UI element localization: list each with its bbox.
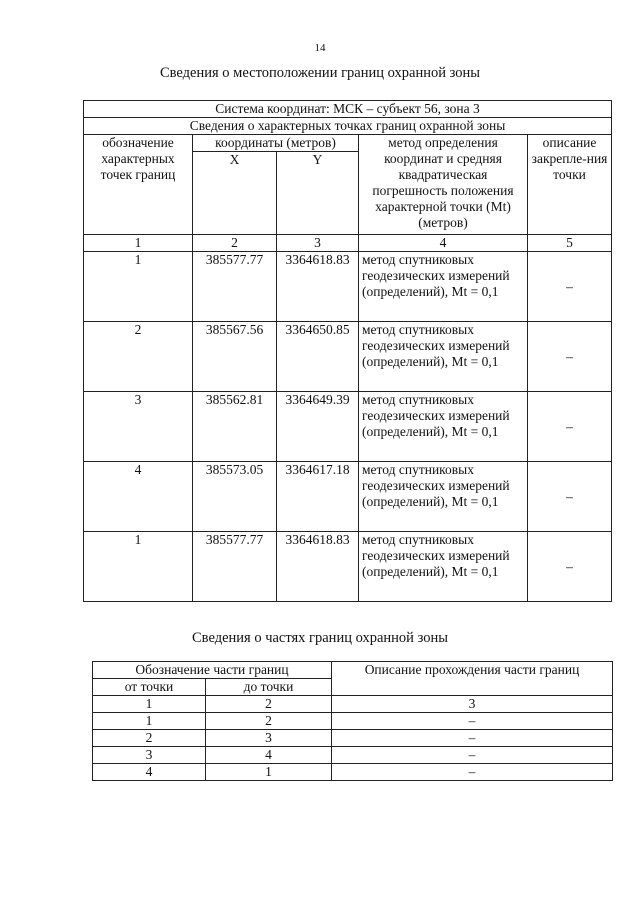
coordinate-system-row: Система координат: МСК – субъект 56, зона 3 [84, 101, 612, 118]
table-row [93, 764, 613, 781]
section-title-location: Сведения о местоположении границ охранной зоны [159, 65, 480, 81]
point-y: 3364618.83 [277, 252, 359, 322]
header-part-designation: Обозначение части границ [93, 662, 332, 679]
point-x: 385567.56 [193, 322, 277, 392]
point-id: 4 [84, 462, 193, 532]
column-number: 2 [193, 235, 277, 252]
column-number: 4 [359, 235, 528, 252]
part-description: – [332, 713, 613, 730]
boundary-parts-table [92, 661, 613, 781]
part-description: – [332, 764, 613, 781]
table-row [84, 532, 612, 602]
header-description: описание закрепле-ния точки [528, 135, 612, 235]
point-x: 385562.81 [193, 392, 277, 462]
points-info-row: Сведения о характерных точках границ охранной зоны [84, 118, 612, 135]
point-x: 385577.77 [193, 252, 277, 322]
point-id: 3 [84, 392, 193, 462]
point-x: 385577.77 [193, 532, 277, 602]
point-method: метод спутниковых геодезических измерений (определений), Mt = 0,1 [359, 322, 528, 392]
from-point: 3 [93, 747, 206, 764]
table-row [93, 713, 613, 730]
point-id: 1 [84, 252, 193, 322]
boundary-points-table [83, 100, 612, 602]
point-x: 385573.05 [193, 462, 277, 532]
header-to-point: до точки [206, 679, 332, 696]
to-point: 2 [206, 713, 332, 730]
part-description: – [332, 730, 613, 747]
table-row [93, 730, 613, 747]
header-designation: обозначение характерных точек границ [84, 135, 193, 235]
column-number: 1 [93, 696, 206, 713]
column-number: 2 [206, 696, 332, 713]
to-point: 1 [206, 764, 332, 781]
point-method: метод спутниковых геодезических измерений (определений), Mt = 0,1 [359, 392, 528, 462]
from-point: 4 [93, 764, 206, 781]
point-y: 3364618.83 [277, 532, 359, 602]
from-point: 2 [93, 730, 206, 747]
header-from-point: от точки [93, 679, 206, 696]
point-method: метод спутниковых геодезических измерений (определений), Mt = 0,1 [359, 532, 528, 602]
header-part-description: Описание прохождения части границ [332, 662, 613, 696]
to-point: 4 [206, 747, 332, 764]
point-description: – [528, 392, 612, 462]
header-coordinates: координаты (метров) [193, 135, 359, 152]
part-description: – [332, 747, 613, 764]
point-description: – [528, 322, 612, 392]
column-number: 3 [332, 696, 613, 713]
point-y: 3364649.39 [277, 392, 359, 462]
section-title-parts: Сведения о частях границ охранной зоны [192, 630, 448, 646]
table-row [84, 462, 612, 532]
column-number: 5 [528, 235, 612, 252]
point-method: метод спутниковых геодезических измерений (определений), Mt = 0,1 [359, 252, 528, 322]
point-y: 3364650.85 [277, 322, 359, 392]
point-id: 2 [84, 322, 193, 392]
header-y: Y [277, 152, 359, 235]
header-method: метод определения координат и средняя квадратическая погрешность положения характерной точки (Mt) (метров) [359, 135, 528, 235]
column-number: 1 [84, 235, 193, 252]
point-description: – [528, 532, 612, 602]
column-number: 3 [277, 235, 359, 252]
table-row [84, 322, 612, 392]
page-number: 14 [314, 42, 326, 54]
point-y: 3364617.18 [277, 462, 359, 532]
header-x: X [193, 152, 277, 235]
from-point: 1 [93, 713, 206, 730]
table-row [93, 747, 613, 764]
point-description: – [528, 252, 612, 322]
table-row [84, 392, 612, 462]
point-description: – [528, 462, 612, 532]
table-row [84, 252, 612, 322]
point-id: 1 [84, 532, 193, 602]
point-method: метод спутниковых геодезических измерений (определений), Mt = 0,1 [359, 462, 528, 532]
to-point: 3 [206, 730, 332, 747]
